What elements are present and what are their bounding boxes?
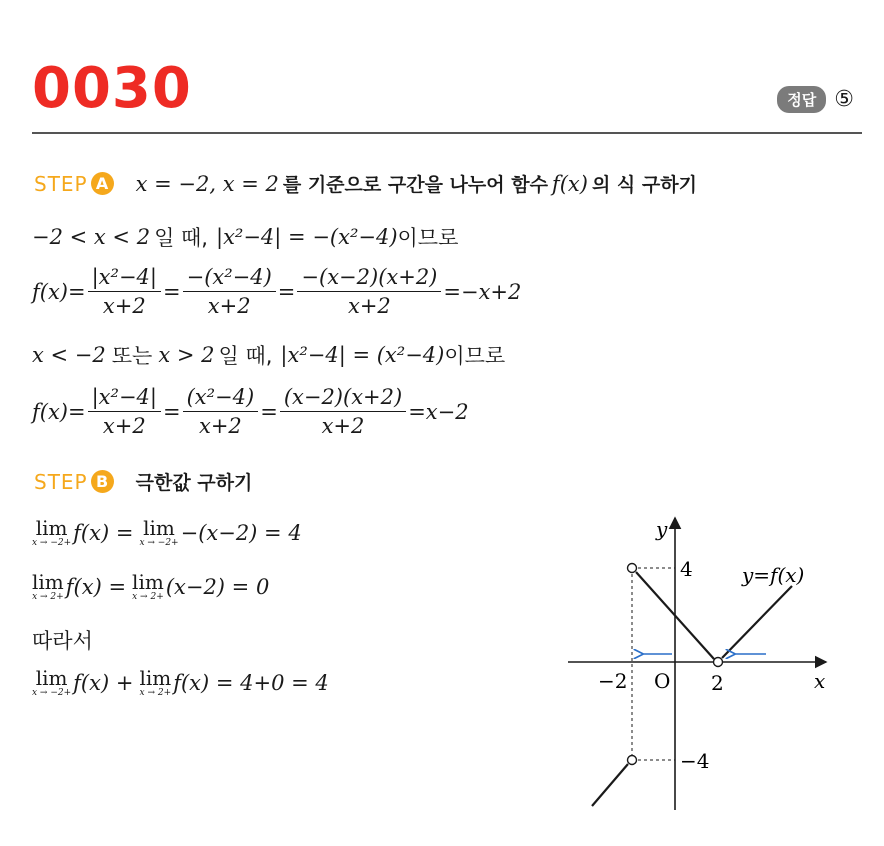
answer	[777, 86, 854, 113]
open-point-top	[628, 564, 637, 573]
l3-a: f(x) +	[73, 671, 134, 695]
tick-2: 2	[711, 671, 724, 695]
step-b-letter: B	[91, 470, 114, 493]
line-a3	[32, 340, 505, 370]
lim-sub: x → −2+	[139, 538, 179, 548]
l1-b: −(x−2) = 4	[180, 521, 302, 545]
open-point-x2	[714, 658, 723, 667]
a1-tail: 이므로	[397, 226, 459, 250]
curve-right	[722, 586, 792, 658]
l2-b: (x−2) = 0	[165, 575, 270, 599]
a2-result: =−x+2	[443, 279, 522, 304]
lim-sub: x → 2+	[132, 592, 164, 602]
a1-text: 일 때,	[154, 226, 208, 250]
step-b-heading	[34, 468, 252, 495]
header-divider	[32, 132, 862, 134]
tick-neg4: −4	[680, 749, 710, 773]
therefore-line	[32, 625, 93, 655]
curve-label: y=f(x)	[742, 563, 805, 587]
lim-sub: x → 2+	[32, 592, 64, 602]
lim-word: lim	[32, 570, 64, 594]
curve-left	[592, 764, 628, 806]
a2-f1-den: x+2	[102, 294, 146, 318]
therefore: 따라서	[32, 629, 93, 653]
a3-tail: 이므로	[444, 344, 506, 368]
line-a1	[32, 222, 458, 252]
step-b-title-wrap	[136, 468, 253, 495]
a2-f2-num: −(x²−4)	[183, 265, 276, 292]
a4-f3-num: (x−2)(x+2)	[280, 385, 406, 412]
line-a4	[32, 385, 469, 438]
a2-fraction-2	[183, 265, 276, 318]
step-b-word: STEP	[34, 469, 88, 494]
step-b-title: 극한값 구하기	[135, 472, 253, 494]
x-axis-label: x	[814, 669, 826, 693]
y-axis-label: y	[656, 517, 668, 541]
a2-f3-den: x+2	[347, 294, 391, 318]
a4-eq-2: =	[260, 399, 278, 424]
a2-f2-den: x+2	[207, 294, 251, 318]
lim-word: lim	[35, 666, 68, 690]
a2-fraction-3	[297, 265, 441, 318]
a2-fraction-1	[88, 265, 161, 318]
lim-word: lim	[35, 516, 68, 540]
a3-cond: x < −2	[32, 343, 106, 367]
lim-1a	[32, 518, 71, 548]
a2-eq-1: =	[162, 279, 181, 304]
a4-f1-den: x+2	[102, 414, 146, 438]
a4-f2-num: (x²−4)	[183, 385, 259, 412]
step-a-title-text: 를 기준으로 구간을 나누어 함수	[282, 174, 548, 196]
l3-b: f(x) = 4+0 = 4	[173, 671, 329, 695]
lim-2a	[32, 572, 64, 602]
a3-or: 또는	[111, 344, 153, 368]
a4-f2-den: x+2	[198, 414, 242, 438]
limit-line-1	[32, 518, 302, 548]
lim-2b	[132, 572, 164, 602]
lim-sub: x → 2+	[139, 688, 172, 698]
step-a-title	[136, 170, 697, 197]
lim-word: lim	[139, 666, 172, 690]
a3-text: 일 때,	[218, 344, 273, 368]
step-a-title-math: x = −2, x = 2	[135, 172, 279, 196]
lim-word: lim	[132, 570, 164, 594]
step-a-title-fx: f(x)	[551, 172, 588, 196]
lim-sub: x → −2+	[32, 688, 72, 698]
line-a2	[32, 265, 521, 318]
a4-fraction-1	[88, 385, 161, 438]
lim-sub: x → −2+	[32, 538, 72, 548]
limit-line-2	[32, 572, 269, 602]
a1-expr: |x²−4| = −(x²−4)	[216, 225, 398, 249]
step-a-letter: A	[91, 172, 114, 195]
lim-3b	[139, 668, 171, 698]
a3-cond2: x > 2	[158, 343, 215, 367]
a4-eq-1: =	[162, 399, 181, 424]
lim-3a	[32, 668, 71, 698]
a4-lhs: f(x)=	[32, 399, 86, 424]
tick-neg2: −2	[598, 669, 628, 693]
a2-f1-num: |x²−4|	[88, 265, 161, 292]
a4-fraction-3	[280, 385, 406, 438]
function-graph	[560, 510, 860, 820]
limit-line-3	[32, 668, 329, 698]
lim-1b	[139, 518, 178, 548]
a2-lhs: f(x)=	[32, 279, 86, 304]
l2-a: f(x) =	[65, 575, 127, 599]
a1-cond: −2 < x < 2	[32, 225, 151, 249]
a3-expr: |x²−4| = (x²−4)	[280, 343, 445, 367]
answer-value: ⑤	[834, 87, 854, 112]
step-a-heading	[34, 170, 697, 197]
tick-4: 4	[680, 557, 693, 581]
lim-word: lim	[143, 516, 175, 540]
a4-f3-den: x+2	[321, 414, 365, 438]
origin-label: O	[654, 669, 671, 693]
a4-fraction-2	[183, 385, 259, 438]
a2-f3-num: −(x−2)(x+2)	[297, 265, 441, 292]
a4-result: =x−2	[408, 399, 469, 424]
answer-badge: 정답	[777, 86, 826, 113]
step-a-word: STEP	[34, 171, 88, 196]
problem-number: 0030	[32, 56, 192, 121]
step-a-title-tail: 의 식 구하기	[591, 174, 697, 196]
a4-f1-num: |x²−4|	[88, 385, 161, 412]
l1-a: f(x) =	[73, 521, 134, 545]
open-point-bottom	[628, 756, 637, 765]
a2-eq-2: =	[277, 279, 296, 304]
